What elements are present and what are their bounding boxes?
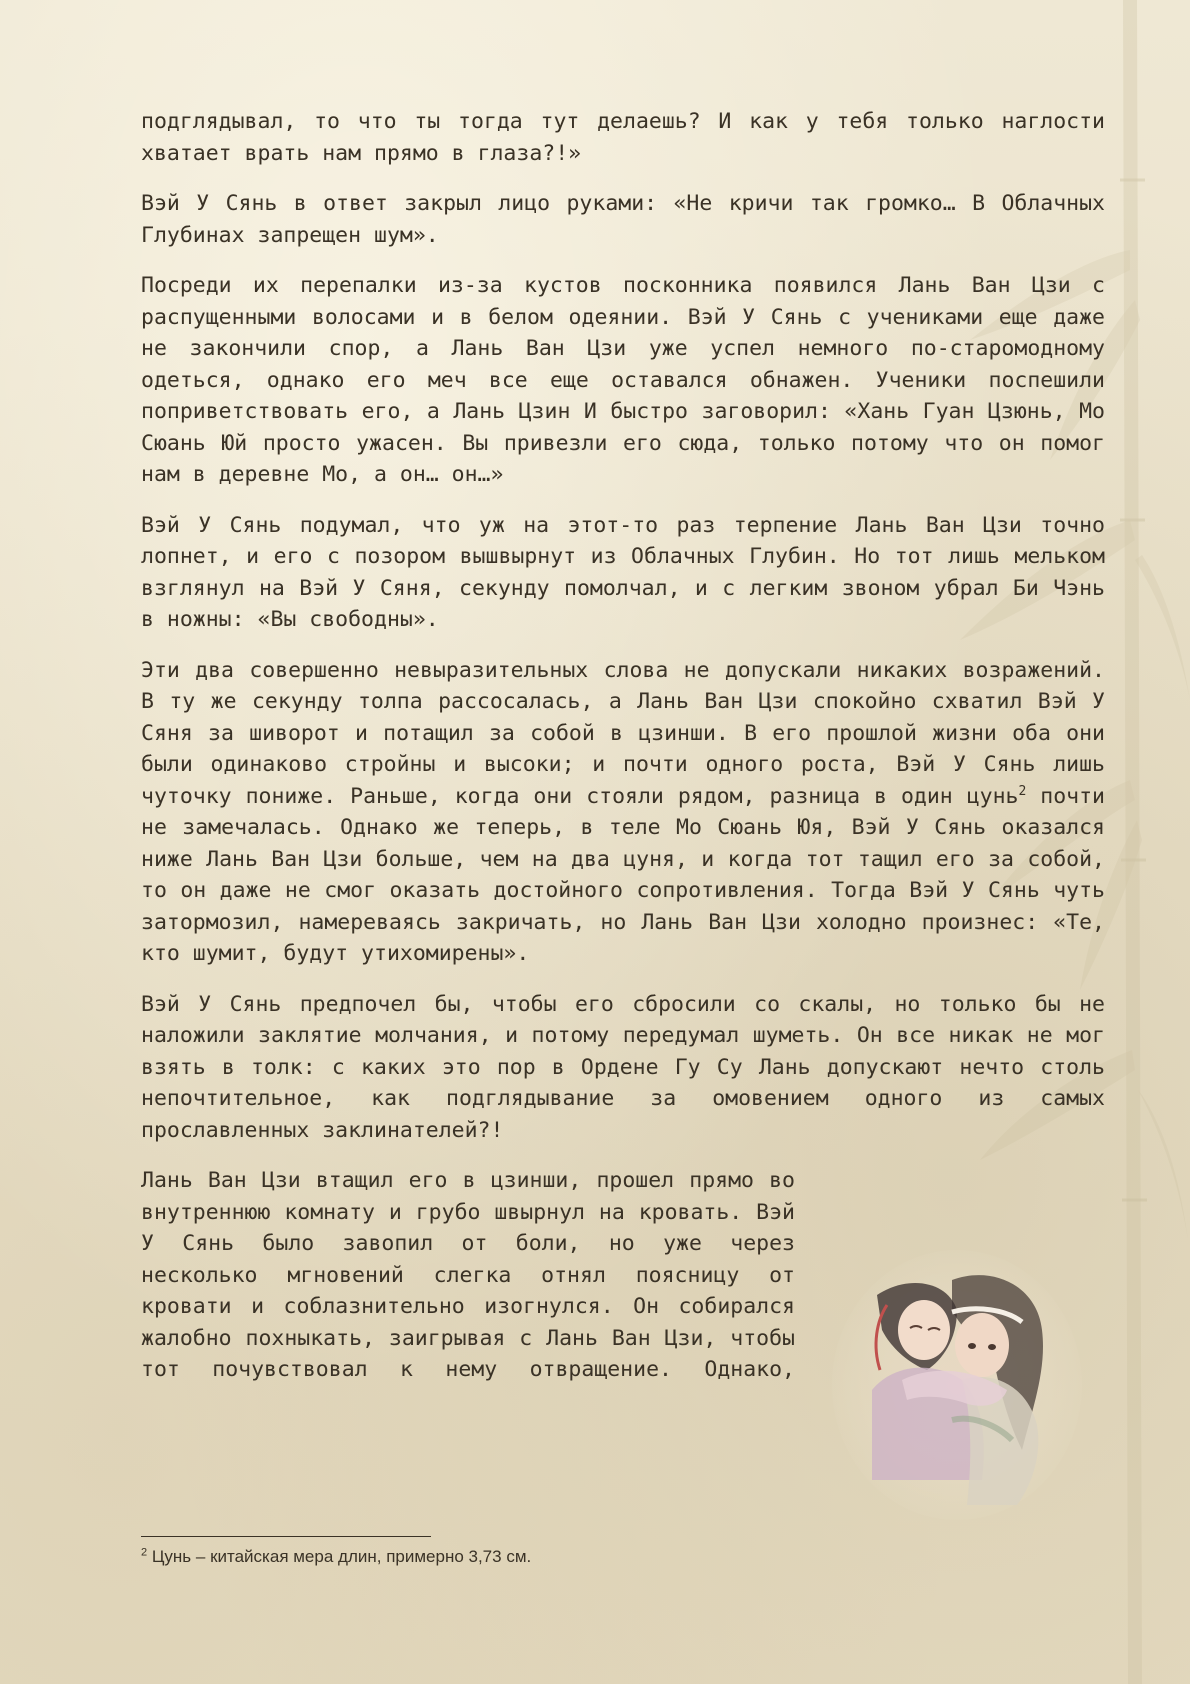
- footnote-mark: 2: [141, 1546, 148, 1559]
- paragraph-5-part-1: Эти два совершенно невыразительных слова не допускали никаких возражений. В ту же секунду толпа рассосалась, а Лань Ван Цзи спокойно схватил Вэй У Сяня за шиворот и потащил за собой в цзинши. В его прошлой жизни оба они были одинаково стройны и высоки; и почти одного роста, Вэй У Сянь лишь чуточку пониже. Раньше, когда они стояли рядом, разница в один цунь: [141, 657, 1105, 809]
- footnote: [141, 1547, 531, 1567]
- paragraph-6: Вэй У Сянь предпочел бы, чтобы его сбросили со скалы, но только бы не наложили заклятие молчания, и потому передумал шуметь. Он все никак не мог взять в толк: с каких это пор в Ордене Гу Су Лань допускают нечто столь непочтительное, как подглядывание за омовением одного из самых прославленных заклинателей?!: [141, 991, 1105, 1143]
- footnote-text: Цунь – китайская мера длин, примерно 3,73 см.: [147, 1547, 532, 1566]
- paragraph-1: подглядывал, то что ты тогда тут делаешь? И как у тебя только наглости хватает врать нам прямо в глаза?!»: [141, 109, 1105, 166]
- footnote-reference: 2: [1018, 783, 1027, 799]
- footnote-divider: [141, 1536, 431, 1537]
- main-text: [141, 106, 1105, 1405]
- paragraph-7: Лань Ван Цзи втащил его в цзинши, прошел прямо во внутреннюю комнату и грубо швырнул на кровать. Вэй У Сянь было завопил от боли, но уже через несколько мгновений слегка отнял поясницу от кровати и соблазнительно изогнулся. Он собирался жалобно похныкать, заигрывая с Лань Ван Цзи, чтобы тот почувствовал к нему отвращение. Однако,: [141, 1168, 795, 1382]
- paragraph-5-part-2: почти не замечалась. Однако же теперь, в теле Мо Сюань Юя, Вэй У Сянь оказался ниже Лань Ван Цзи больше, чем на два цуня, и когда тот тащил его за собой, то он даже не смог оказать достойного сопротивления. Тогда Вэй У Сянь чуть затормозил, намереваясь закричать, но Лань Ван Цзи холодно произнес: «Те, кто шумит, будут утихомирены».: [141, 783, 1105, 966]
- paragraph-3: Посреди их перепалки из-за кустов посконника появился Лань Ван Цзи с распущенными волосами и в белом одеянии. Вэй У Сянь с учениками еще даже не закончили спор, а Лань Ван Цзи уже успел немного по-старомодному одеться, однако его меч все еще оставался обнажен. Ученики поспешили поприветствовать его, а Лань Цзин И быстро заговорил: «Хань Гуан Цзюнь, Мо Сюань Юй просто ужасен. Вы привезли его сюда, только потому что он помог нам в деревне Мо, а он… он…»: [141, 273, 1105, 487]
- illustration-image: [832, 1250, 1082, 1520]
- paragraph-4: Вэй У Сянь подумал, что уж на этот-то раз терпение Лань Ван Цзи точно лопнет, и его с позором вышвырнут из Облачных Глубин. Но тот лишь мельком взглянул на Вэй У Сяня, секунду помолчал, и с легким звоном убрал Би Чэнь в ножны: «Вы свободны».: [141, 512, 1105, 632]
- paragraph-2: Вэй У Сянь в ответ закрыл лицо руками: «Не кричи так громко… В Облачных Глубинах запрещен шум».: [141, 191, 1105, 248]
- paragraph-5: [141, 655, 1105, 970]
